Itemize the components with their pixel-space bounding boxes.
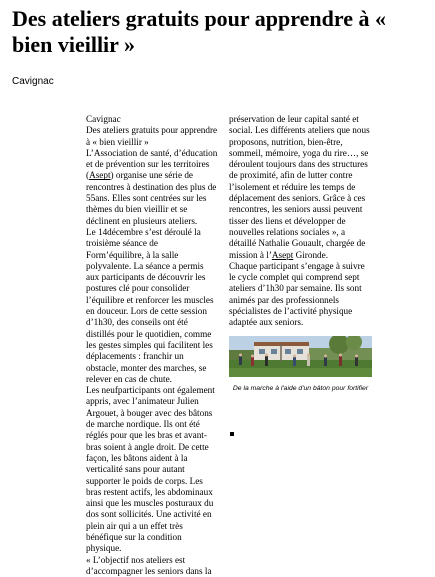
paragraph-quote-start: « L’objectif nos ateliers est d’accompagner les seniors dans la — [86, 554, 212, 576]
article-photo — [229, 336, 372, 377]
end-of-article-marker — [230, 432, 234, 436]
paragraph-intro — [86, 148, 218, 227]
article-column-left — [86, 114, 218, 577]
intro-text-a: L’Association de santé, d’éducation et de prévention sur les territoires ( — [86, 147, 218, 181]
quote-text-b: Gironde. — [293, 249, 329, 260]
photo-outdoor-walkers-icon — [229, 336, 372, 377]
article-location: Cavignac — [12, 76, 54, 87]
quote-text-a: préservation de leur capital santé et social. Les différents ateliers que nous proposons, nutrition, bien-être, sommeil, mémoire, yoga du rire…, se déroulent toujours dans des structures de proximité, afin de lutter contre l’isolement et réduire les temps de déplacement des seniors. Grâce à ces rencontres, les seniors aussi peuvent tisser des liens et développer de nouvelles relations sociales », a détaillé Nathalie Gouault, chargée de mission à l’ — [229, 114, 370, 260]
article-column-right — [229, 114, 371, 329]
asept-link-2[interactable]: Asept — [271, 249, 294, 260]
paragraph-quote-end — [229, 114, 371, 261]
article-headline: Des ateliers gratuits pour apprendre à « bien vieillir » — [12, 6, 386, 57]
column-subheading: Des ateliers gratuits pour apprendre à « bien vieillir » — [86, 125, 218, 147]
asept-link[interactable]: Asept — [89, 170, 111, 181]
paragraph-session: Le 14décembre s’est déroulé la troisième séance de Form’équilibre, à la salle polyvalente. La séance a permis aux participants de découvrir les postures clé pour consolider l’équilibre et renforcer les muscles en douceur. Lors de cette session d’1h30, des conseils ont été distillés pour le quotidien, comme les gestes simples qui facilitent les déplacements : franchir un obstacle, monter des marches, se relever en cas de chute. — [86, 226, 214, 384]
photo-caption: De la marche à l'aide d'un bâton pour fortifier — [232, 385, 369, 392]
intro-text-b: ) organise une série de rencontres à destination des plus de 55ans. Elles sont centrées sur les thèmes du bien vieillir et se déclinent en plusieurs ateliers. — [86, 170, 217, 226]
column-location: Cavignac — [86, 114, 121, 124]
paragraph-cycle: Chaque participant s’engage à suivre le cycle complet qui comprend sept ateliers d’1h30 par semaine. Ils sont animés par des professionnels spécialistes de l’activité physique adaptée aux seniors. — [229, 260, 365, 328]
paragraph-participants: Les neufparticipants ont également appris, avec l’animateur Julien Argouet, à bouger avec des bâtons de marche nordique. Ils ont été réglés pour que les bras et avant-bras soient à angle droit. De cette façon, les bâtons aident à la verticalité sans pour autant supporter le poids de corps. Les bras restent actifs, les abdominaux ainsi que les muscles posturaux du dos sont sollicités. Une activité en plein air qui a un effet très bénéfique sur la condition physique. — [86, 385, 215, 554]
